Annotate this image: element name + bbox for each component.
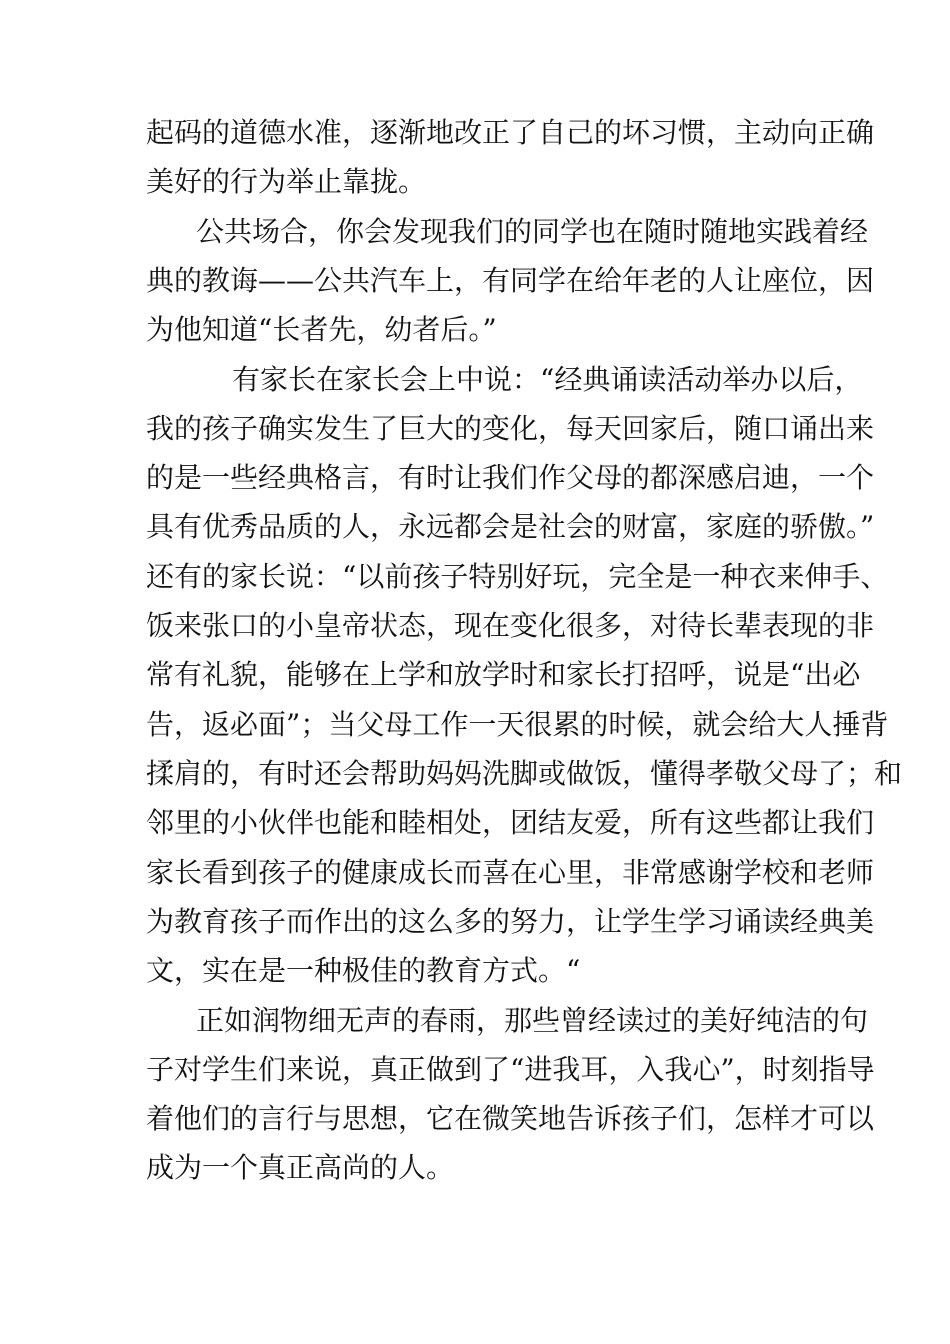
text-line: 的是一些经典格言，有时让我们作父母的都深感启迪，一个 [146, 461, 875, 494]
text-line: 成为一个真正高尚的人。 [146, 1151, 455, 1184]
text-line: 着他们的言行与思想，它在微笑地告诉孩子们，怎样才可以 [146, 1102, 875, 1135]
text-line: 文，实在是一种极佳的教育方式。“ [146, 954, 581, 987]
text-line: 还有的家长说：“以前孩子特别好玩，完全是一种衣来伸手、 [146, 560, 889, 593]
text-line: 家长看到孩子的健康成长而喜在心里，非常感谢学校和老师 [146, 856, 875, 889]
text-line: 常有礼貌，能够在上学和放学时和家长打招呼，说是“出必 [146, 658, 861, 691]
text-line: 邻里的小伙伴也能和睦相处，团结友爱，所有这些都让我们 [146, 806, 875, 839]
text-line: 子对学生们来说，真正做到了“进我耳，入我心”，时刻指导 [146, 1053, 875, 1086]
text-line: 揉肩的，有时还会帮助妈妈洗脚或做饭，懂得孝敬父母了；和 [146, 757, 903, 790]
text-line: 告，返必面”；当父母工作一天很累的时候，就会给大人捶背 [146, 708, 889, 741]
text-line: 起码的道德水准，逐渐地改正了自己的坏习惯，主动向正确 [146, 116, 875, 149]
text-line: 我的孩子确实发生了巨大的变化，每天回家后，随口诵出来 [146, 412, 875, 445]
paragraph-first-line: 公共场合，你会发现我们的同学也在随时随地实践着经 [196, 215, 869, 248]
paragraph-first-line: 有家长在家长会上中说：“经典诵读活动举办以后， [232, 363, 863, 396]
text-line: 饭来张口的小皇帝状态，现在变化很多，对待长辈表现的非 [146, 609, 875, 642]
paragraph-first-line: 正如润物细无声的春雨，那些曾经读过的美好纯洁的句 [196, 1004, 869, 1037]
text-line: 为教育孩子而作出的这么多的努力，让学生学习诵读经典美 [146, 905, 875, 938]
text-line: 典的教诲——公共汽车上，有同学在给年老的人让座位，因 [146, 264, 875, 297]
text-line: 具有优秀品质的人，永远都会是社会的财富，家庭的骄傲。” [146, 510, 875, 543]
text-line: 美好的行为举止靠拢。 [146, 165, 427, 198]
text-line: 为他知道“长者先，幼者后。” [146, 313, 497, 346]
